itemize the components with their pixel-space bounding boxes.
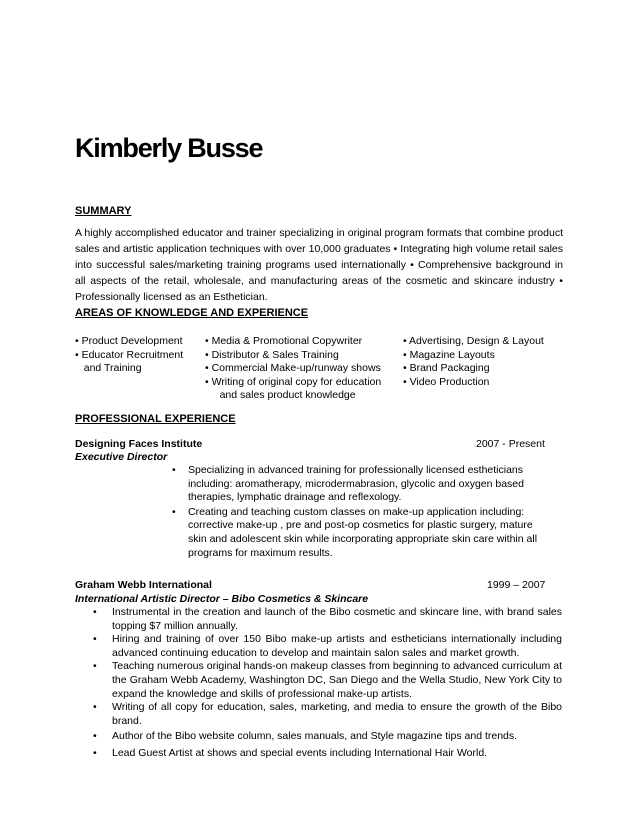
- areas-item: • Educator Recruitment: [75, 348, 184, 361]
- bullet-icon: •: [93, 633, 97, 646]
- areas-item: • Writing of original copy for education: [205, 375, 382, 388]
- areas-item: • Magazine Layouts: [403, 348, 495, 361]
- summary-text: A highly accomplished educator and trainer specializing in original program formats that combine product sales and artistic application techniques with over 10,000 graduates • Integrating high volume retail sales into successful sales/marketing training programs used internationally • Comprehensive background in all aspects of the retail, wholesale, and manufacturing areas of the cosmetic and skincare industry • Professionally licensed as an Esthetician.: [75, 227, 563, 303]
- areas-item: • Product Development: [75, 335, 183, 347]
- list-item: • Hiring and training of over 150 Bibo make-up artists and estheticians internationally including advanced continuing education to develop and maintain salon sales and market growth.: [93, 633, 562, 659]
- job-header: [75, 578, 565, 592]
- job-bullets: [93, 606, 562, 761]
- list-item: • Teaching numerous original hands-on makeup classes from beginning to advanced curriculum at the Graham Webb Academy, Washington DC, San Diego and the Wella Studio, New York City to expand the knowledge and skills of professional make-up artists.: [93, 660, 562, 700]
- summary-heading: SUMMARY: [75, 205, 132, 217]
- bullet-icon: •: [93, 606, 97, 618]
- areas-heading: AREAS OF KNOWLEDGE AND EXPERIENCE: [75, 307, 309, 319]
- areas-column-1: [75, 335, 200, 376]
- experience-heading: PROFESSIONAL EXPERIENCE: [75, 413, 236, 425]
- areas-item: • Media & Promotional Copywriter: [205, 335, 363, 347]
- list-item: • Instrumental in the creation and launch of the Bibo cosmetic and skincare line, with brand sales topping $7 million annually.: [93, 606, 562, 632]
- areas-item: • Commercial Make-up/runway shows: [205, 362, 381, 375]
- areas-item: • Brand Packaging: [403, 362, 490, 375]
- areas-item: • Video Production: [403, 375, 490, 388]
- bullet-icon: •: [172, 464, 176, 476]
- job-dates: 2007 - Present: [476, 438, 545, 450]
- job-title: Executive Director: [75, 451, 168, 463]
- bullet-icon: •: [93, 660, 97, 673]
- employer-name: Graham Webb International: [75, 579, 212, 591]
- areas-column-3: [403, 335, 568, 389]
- areas-item: and sales product knowledge: [205, 389, 356, 402]
- areas-item: • Distributor & Sales Training: [205, 348, 339, 361]
- job-header: [75, 437, 565, 451]
- list-item: • Writing of all copy for education, sales, marketing, and media to ensure the growth of the Bibo brand.: [93, 701, 562, 727]
- list-item: • Author of the Bibo website column, sales manuals, and Style magazine tips and trends.: [93, 730, 518, 743]
- list-item: • Specializing in advanced training for professionally licensed estheticians including: aromatherapy, microdermabrasion, glycolic and oxygen based therapies, lymphatic drainage and reflexology.: [172, 464, 524, 504]
- bullet-icon: •: [93, 746, 97, 759]
- list-item: • Lead Guest Artist at shows and special events including International Hair World.: [93, 746, 488, 759]
- list-item: • Creating and teaching custom classes on make-up application including: corrective make-up , pre and post-op cosmetics for plastic surgery, mature skin and adolescent skin while incorporating appropriate skin care within all programs for maximum results.: [172, 505, 538, 559]
- bullet-icon: •: [93, 730, 97, 743]
- employer-name: Designing Faces Institute: [75, 438, 203, 450]
- areas-item: • Advertising, Design & Layout: [403, 335, 544, 347]
- areas-item: and Training: [75, 362, 142, 375]
- areas-column-2: [205, 335, 400, 403]
- job-bullets: [172, 464, 553, 560]
- job-dates: 1999 – 2007: [487, 579, 546, 591]
- bullet-icon: •: [93, 701, 97, 714]
- job-title: International Artistic Director – Bibo Cosmetics & Skincare: [75, 593, 369, 605]
- candidate-name: Kimberly Busse: [75, 133, 263, 163]
- bullet-icon: •: [172, 505, 176, 518]
